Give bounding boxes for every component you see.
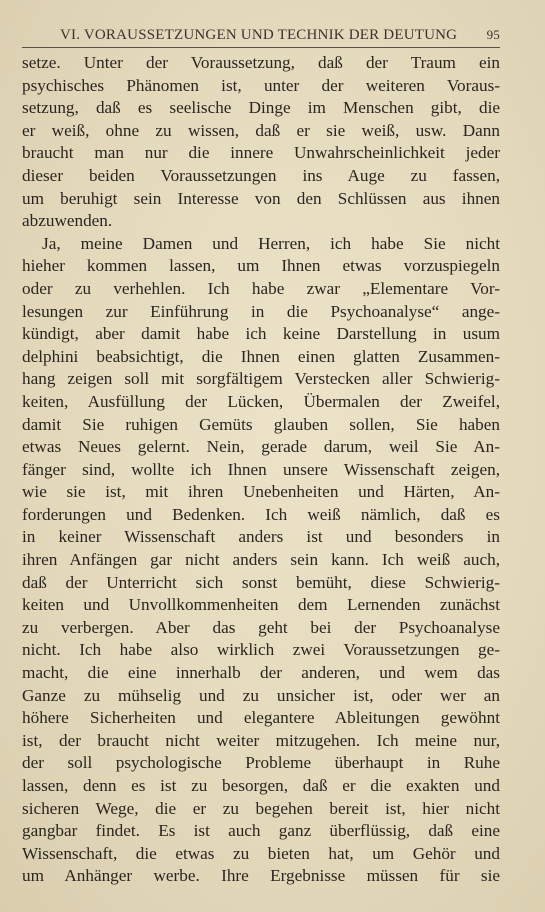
body-text [22, 52, 500, 888]
chapter-title: VI. VORAUSSETZUNGEN UND TECHNIK DER DEUTUNG [60, 27, 458, 43]
text-line: hang zeigen soll mit sorgfältigem Verstecken aller Schwierig- [22, 369, 500, 389]
text-line: lassen, denn es ist zu besorgen, daß er die exakten und [22, 776, 500, 795]
text-line: psychisches Phänomen ist, unter der weiteren Voraus- [22, 75, 500, 95]
text-line: fänger sind, wollte ich Ihnen unsere Wissenschaft zeigen, [22, 459, 500, 479]
text-line: abzuwenden. [22, 211, 113, 231]
text-line: oder zu verhehlen. Ich habe zwar „Elementare Vor- [22, 278, 500, 298]
text-line: ist, der braucht nicht weiter mitzugehen. Ich meine nur, [22, 730, 500, 750]
text-line: wie sie ist, mit ihren Unebenheiten und Härten, An- [22, 482, 500, 502]
text-line: delphini beabsichtigt, die Ihnen einen glatten Zusammen- [22, 346, 500, 366]
text-line-paragraph-start: Ja, meine Damen und Herren, ich habe Sie nicht [42, 233, 500, 253]
page-number: 95 [486, 27, 500, 42]
text-line: Ganze zu mühselig und zu unsicher ist, oder wer an [22, 685, 500, 705]
text-line: dieser beiden Voraussetzungen ins Auge zu fassen, [22, 165, 500, 185]
text-line: forderungen und Bedenken. Ich weiß nämlich, daß es [22, 504, 500, 524]
text-line: kündigt, aber damit habe ich keine Darstellung in usum [22, 324, 500, 344]
text-line: lesungen zur Einführung in die Psychoanalyse“ ange- [22, 301, 500, 321]
text-line: um beruhigt sein Interesse von den Schlüssen aus ihnen [22, 188, 500, 208]
text-line: setzung, daß es seelische Dinge im Menschen gibt, die [22, 98, 500, 118]
text-line: in keiner Wissenschaft anders ist und besonders in [22, 527, 500, 547]
text-line: damit Sie ruhigen Gemüts glauben sollen, Sie haben [22, 414, 500, 434]
text-line: um Anhänger werbe. Ihre Ergebnisse müssen für sie [22, 866, 500, 886]
text-line: braucht man nur die innere Unwahrscheinlichkeit jeder [22, 143, 500, 163]
text-line: hieher kommen lassen, um Ihnen etwas vorzuspiegeln [22, 256, 500, 276]
text-line: keiten und Unvollkommenheiten dem Lernenden zunächst [22, 595, 500, 615]
text-line: macht, die eine innerhalb der anderen, und wem das [22, 663, 500, 683]
text-line: ihren Anfängen gar nicht anders sein kann. Ich weiß auch, [22, 550, 500, 570]
text-line: daß der Unterricht sich sonst bemüht, diese Schwierig- [22, 572, 500, 592]
text-line: höhere Sicherheiten und elegantere Ableitungen gewöhnt [22, 708, 500, 728]
text-line: etwas Neues gelernt. Nein, gerade darum, weil Sie An- [22, 437, 500, 457]
text-line: nicht. Ich habe also wirklich zwei Voraussetzungen ge- [22, 640, 500, 660]
text-line: keiten, Ausfüllung der Lücken, Übermalen der Zweifel, [22, 391, 500, 411]
text-line: der soll psychologische Probleme überhaupt in Ruhe [22, 753, 500, 773]
text-line: Wissenschaft, die etwas zu bieten hat, um Gehör und [22, 843, 500, 863]
text-line: setze. Unter der Voraussetzung, daß der Traum ein [22, 53, 500, 72]
text-line: zu verbergen. Aber das geht bei der Psychoanalyse [22, 617, 500, 637]
text-line: er weiß, ohne zu wissen, daß er sie weiß, usw. Dann [22, 120, 500, 140]
text-line: sicheren Wege, die er zu begehen bereit ist, hier nicht [22, 798, 500, 818]
running-head [22, 27, 500, 48]
text-line: gangbar findet. Es ist auch ganz überflüssig, daß eine [22, 821, 500, 841]
